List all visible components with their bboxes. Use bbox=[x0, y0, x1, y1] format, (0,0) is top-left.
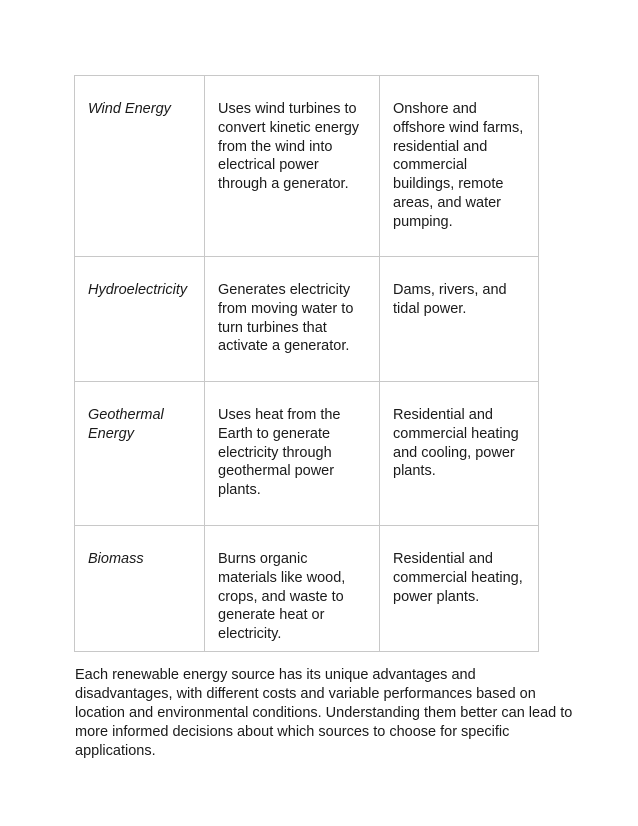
applications-cell: Onshore and offshore wind farms, residential and commercial buildings, remote areas, and water pumping. bbox=[380, 76, 539, 257]
energy-source-cell: Hydroelectricity bbox=[75, 257, 205, 382]
description-cell: Uses wind turbines to convert kinetic energy from the wind into electrical power through a generator. bbox=[205, 76, 380, 257]
applications-cell: Dams, rivers, and tidal power. bbox=[380, 257, 539, 382]
table-row bbox=[75, 257, 539, 382]
description-cell: Burns organic materials like wood, crops, and waste to generate heat or electricity. bbox=[205, 526, 380, 652]
energy-source-cell: Geothermal Energy bbox=[75, 382, 205, 526]
applications-cell: Residential and commercial heating and cooling, power plants. bbox=[380, 382, 539, 526]
table-row bbox=[75, 526, 539, 652]
description-cell: Uses heat from the Earth to generate electricity through geothermal power plants. bbox=[205, 382, 380, 526]
description-cell: Generates electricity from moving water to turn turbines that activate a generator. bbox=[205, 257, 380, 382]
table-row bbox=[75, 382, 539, 526]
summary-paragraph: Each renewable energy source has its unique advantages and disadvantages, with different costs and variable performances based on location and environmental conditions. Understanding them better can lead to more informed decisions about which sources to choose for specific applications. bbox=[75, 667, 573, 759]
energy-source-cell: Biomass bbox=[75, 526, 205, 652]
renewable-energy-table bbox=[74, 75, 539, 652]
applications-cell: Residential and commercial heating, power plants. bbox=[380, 526, 539, 652]
table-row bbox=[75, 76, 539, 257]
energy-source-cell: Wind Energy bbox=[75, 76, 205, 257]
